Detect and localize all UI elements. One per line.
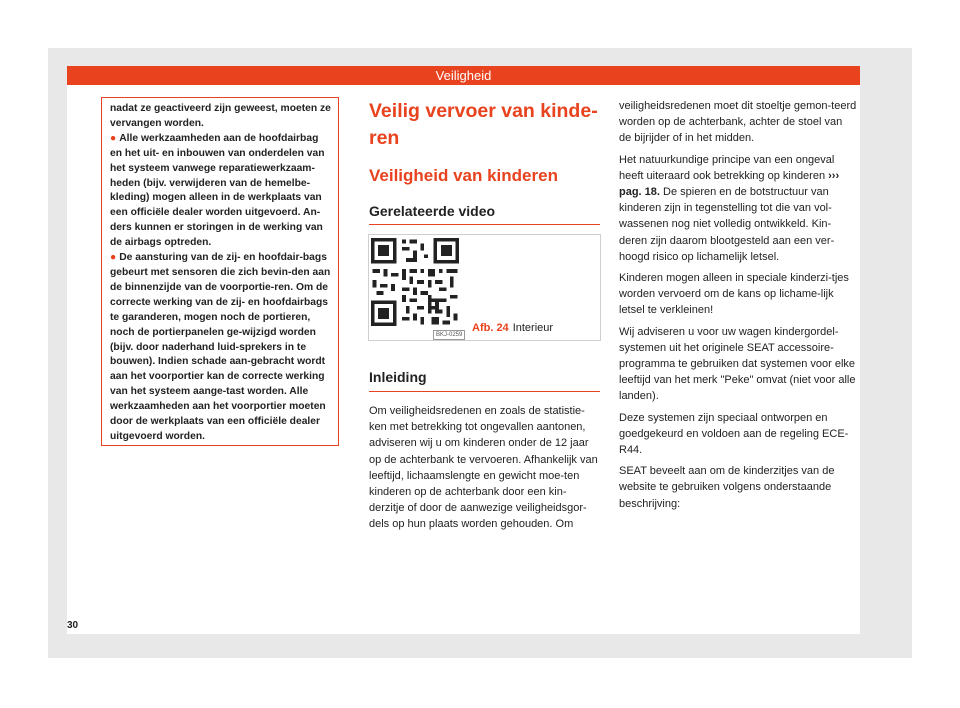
video-heading: Gerelateerde video — [369, 201, 600, 225]
figure-label: Afb. 24 — [472, 322, 509, 334]
paragraph: Wij adviseren u voor uw wagen kindergordel-systemen uit het originele SEAT accessoire-programma te gebruiken dat systemen voor elke leeftijd van het merk "Peke" omvat (niet voor alle landen). — [619, 325, 856, 403]
right-column — [619, 98, 857, 517]
paragraph: Het natuurkundige principe van een ongeval heeft uiteraard ook betrekking op kinderen ››› pag. 18. De spieren en de botstructuur van kinderen zijn in tegenstelling tot die van vol-wassenen nog niet volledig ontwikkeld. Kin-deren zijn daarom blootgesteld aan een ver-hoogd risico op lichamelijk letsel. — [619, 153, 840, 263]
warning-bullet: ● De aansturing van de zij- en hoofdair-bags gebeurt met sensoren die zich bevin-den aan de binnenzijde van de voorportie-ren. Om de correcte werking van de zij- en hoofdairbags te garanderen, mogen noch de portieren, noch de portierpanelen ge-wijzigd worden (bijv. door naderhand luid-sprekers in te bouwen). Indien schade aan-gebracht wordt aan het voorportier kan de correcte werking van het systeem aange-tast worden. Alle werkzaamheden aan het voorportier moeten door de werkplaats van een officiële dealer uitgevoerd worden. — [110, 252, 331, 442]
chapter-title: Veilig vervoer van kinde-ren — [369, 100, 598, 149]
page-number: 30 — [67, 620, 79, 631]
intro-paragraph: Om veiligheidsredenen en zoals de statistie-ken met betrekking tot ongevallen aantonen, adviseren wij u om kinderen onder de 12 jaar op de achterbank te vervoeren. Afhankelijk van leeftijd, lichaamslengte en gewicht moe-ten kinderen op de achterbank door een kin-derzitje of door de aanwezige veiligheidsgor-dels op hun plaats worden gehouden. Om — [369, 405, 598, 531]
bullet-icon: ● — [110, 132, 117, 144]
figure-caption — [472, 321, 553, 335]
figure-caption-text: Interieur — [512, 322, 554, 334]
paragraph: veiligheidsredenen moet dit stoeltje gemon-teerd worden op de achterbank, achter de stoel van de bijrijder of in het midden. — [619, 100, 857, 145]
subsection-heading: Inleiding — [369, 367, 600, 392]
figure-code: BKJ-0259 — [433, 330, 465, 340]
warning-bullet: ● Alle werkzaamheden aan de hoofdairbag en het uit- en inbouwen van onderdelen van het systeem vanwege reparatiewerkzaam-heden (bijv. verwijderen van de hemelbe-kleding) mogen alleen in de werkplaats van een officiële dealer worden uitgevoerd. An-ders kunnen er storingen in de werking van de airbags optreden. — [110, 132, 325, 249]
paragraph: Kinderen mogen alleen in speciale kinderzi-tjes worden vervoerd om de kans op lichame-lijk letsel te verkleinen! — [619, 272, 849, 317]
warning-intro: nadat ze geactiveerd zijn geweest, moeten ze vervangen worden. — [110, 103, 331, 129]
bullet-icon: ● — [110, 252, 117, 264]
qr-code-icon[interactable] — [369, 236, 461, 328]
section-header: Veiligheid — [67, 66, 860, 85]
paragraph: Deze systemen zijn speciaal ontworpen en goedgekeurd en voldoen aan de regeling ECE-R44. — [619, 411, 849, 457]
section-title: Veiligheid van kinderen — [369, 166, 558, 185]
warning-box — [101, 97, 339, 446]
paragraph: SEAT beveelt aan om de kinderzitjes van de website te gebruiken volgens onderstaande beschrijving: — [619, 465, 835, 510]
page-reference-link[interactable]: ››› pag. 18. — [619, 169, 840, 199]
